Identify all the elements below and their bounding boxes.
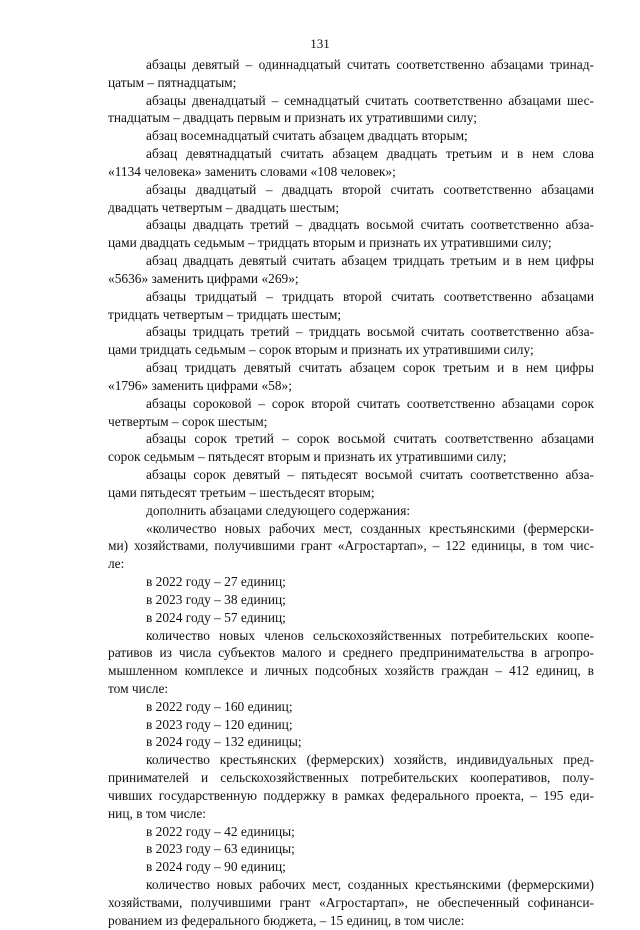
text-line: принимателей и сельскохозяйственных потребительских кооперативов, полу-: [108, 770, 594, 786]
text-line: сорок седьмым – пятьдесят вторым и признать их утратившими силу;: [108, 449, 507, 465]
text-line: тридцать четвертым – тридцать шестым;: [108, 306, 342, 322]
text-line: абзац двадцать девятый считать абзацем тридцать третьим и в нем цифры: [146, 253, 594, 269]
text-line: в 2023 году – 120 единиц;: [146, 716, 293, 732]
text-line: цами двадцать седьмым – тридцать вторым и признать их утратившими силу;: [108, 235, 552, 251]
text-line: абзац девятнадцатый считать абзацем двадцать третьим и в нем слова: [146, 146, 594, 162]
text-line: в 2024 году – 90 единиц;: [146, 859, 286, 875]
text-line: ниц, в том числе:: [108, 805, 206, 821]
text-line: «1796» заменить цифрами «58»;: [108, 377, 292, 393]
text-line: абзацы двадцатый – двадцать второй считать соответственно абзацами: [146, 181, 594, 197]
page-number: 131: [310, 36, 330, 51]
text-line: абзацы сороковой – сорок второй считать соответственно абзацами сорок: [146, 395, 594, 411]
text-line: в 2022 году – 27 единиц;: [146, 574, 286, 590]
text-line: хозяйствами, получившими грант «Агростартап», не обеспеченный софинанси-: [108, 894, 594, 910]
text-line: четвертым – сорок шестым;: [108, 413, 268, 429]
text-line: в 2023 году – 63 единицы;: [146, 841, 295, 857]
text-line: абзацы тридцать третий – тридцать восьмой считать соответственно абза-: [146, 324, 594, 340]
text-line: абзацы сорок третий – сорок восьмой считать соответственно абзацами: [146, 431, 594, 447]
text-line: двадцать четвертым – двадцать шестым;: [108, 199, 340, 215]
text-line: рованием из федерального бюджета, – 15 единиц, в том числе:: [108, 912, 465, 928]
text-line: мышленном комплексе и личных подсобных хозяйств граждан – 412 единиц, в: [108, 663, 594, 679]
text-line: «количество новых рабочих мест, созданных крестьянскими (фермерски-: [146, 520, 594, 536]
text-line: цами тридцать седьмым – сорок вторым и признать их утратившими силу;: [108, 342, 534, 358]
text-line: абзацы девятый – одиннадцатый считать соответственно абзацами тринад-: [146, 57, 594, 72]
text-line: абзац восемнадцатый считать абзацем двадцать вторым;: [146, 128, 468, 144]
text-line: чивших государственную поддержку в рамках федерального проекта, – 195 еди-: [108, 787, 594, 803]
text-line: дополнить абзацами следующего содержания:: [146, 502, 411, 518]
text-line: том числе:: [108, 680, 169, 696]
text-line: абзац тридцать девятый считать абзацем сорок третьим и в нем цифры: [146, 360, 594, 376]
document-body: [108, 56, 594, 930]
text-line: в 2024 году – 132 единицы;: [146, 734, 302, 750]
text-line: «1134 человека» заменить словами «108 человек»;: [108, 163, 396, 179]
text-line: в 2024 году – 57 единиц;: [146, 609, 286, 625]
text-line: количество новых членов сельскохозяйственных потребительских коопе-: [146, 627, 594, 643]
text-line: «5636» заменить цифрами «269»;: [108, 270, 299, 286]
text-line: ле:: [108, 556, 125, 572]
text-line: абзацы сорок девятый – пятьдесят восьмой считать соответственно абза-: [146, 467, 594, 483]
text-line: цатым – пятнадцатым;: [108, 74, 237, 90]
text-line: ми) хозяйствами, получившими грант «Агростартап», – 122 единицы, в том чис-: [108, 538, 594, 554]
text-line: в 2022 году – 42 единицы;: [146, 823, 295, 839]
text-line: количество крестьянских (фермерских) хозяйств, индивидуальных пред-: [146, 752, 594, 768]
text-line: в 2023 году – 38 единиц;: [146, 591, 286, 607]
text-line: цами пятьдесят третьим – шестьдесят вторым;: [108, 484, 375, 500]
text-line: абзацы двадцать третий – двадцать восьмой считать соответственно абза-: [146, 217, 594, 233]
text-line: количество новых рабочих мест, созданных крестьянскими (фермерскими): [146, 877, 594, 893]
text-line: в 2022 году – 160 единиц;: [146, 698, 293, 714]
text-line: ративов из числа субъектов малого и среднего предпринимательства в агропро-: [108, 645, 594, 661]
text-line: тнадцатым – двадцать первым и признать их утратившими силу;: [108, 110, 477, 126]
text-line: абзацы двенадцатый – семнадцатый считать соответственно абзацами шес-: [146, 92, 594, 108]
text-line: абзацы тридцатый – тридцать второй считать соответственно абзацами: [146, 288, 594, 304]
